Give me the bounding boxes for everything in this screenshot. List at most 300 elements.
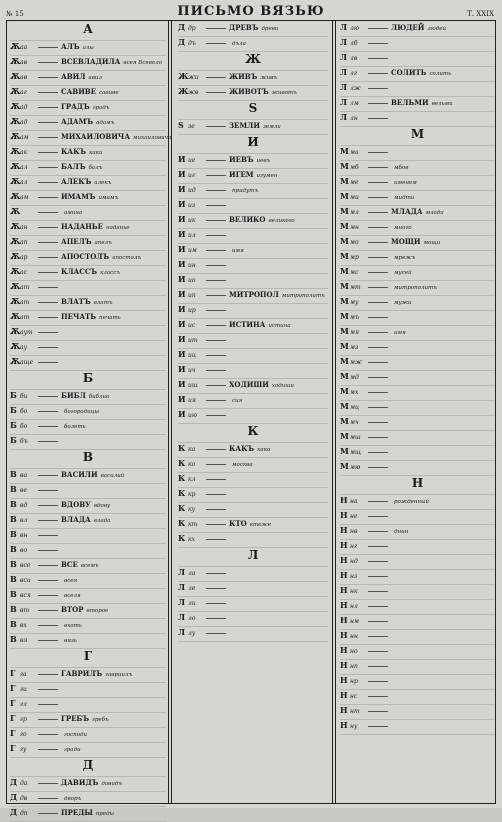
ligature-glyph: Ж: [178, 86, 189, 96]
ligature-row: [10, 405, 166, 420]
rule-line: [206, 524, 226, 525]
ligature-glyph: И: [178, 304, 186, 314]
ligature-glyph: Н: [340, 720, 348, 730]
ligature-row: [340, 326, 495, 341]
ligature-glyph: Г: [10, 698, 16, 708]
ligature-glyph: Ѫ: [10, 341, 21, 351]
ligature-row: [178, 349, 328, 364]
section-letter-heading: Ж: [178, 52, 328, 71]
ligature-row: [340, 630, 495, 645]
rule-line: [368, 437, 388, 438]
ligature-row: [10, 161, 166, 176]
letter-pair-label: нн: [350, 633, 358, 640]
ligature-row: [10, 529, 166, 544]
rule-line: [38, 362, 58, 363]
letter-pair-label: нв: [350, 528, 358, 535]
example-word: АЛЕКЪ: [61, 177, 92, 186]
example-word: ГРАДЪ: [61, 102, 90, 111]
rule-line: [38, 674, 58, 675]
letter-pair-label: вся: [20, 592, 31, 599]
ligature-glyph: М: [340, 221, 349, 231]
rule-line: [206, 340, 226, 341]
rule-line: [368, 726, 388, 727]
ligature-row: [178, 169, 328, 184]
ligature-glyph: И: [178, 214, 186, 224]
rule-line: [368, 58, 388, 59]
letter-pair-label: им: [188, 247, 197, 254]
rule-line: [38, 719, 58, 720]
letter-pair-label: лю: [350, 25, 360, 32]
rule-line: [368, 242, 388, 243]
letter-pair-label: иш: [188, 382, 198, 389]
ligature-row: [10, 341, 166, 356]
ligature-row: [340, 615, 495, 630]
rule-line: [38, 640, 58, 641]
rule-line: [38, 426, 58, 427]
ligature-glyph: К: [178, 503, 186, 513]
ligature-row: [10, 356, 166, 371]
ligature-row: [340, 206, 495, 221]
ligature-glyph: Н: [340, 540, 348, 550]
ligature-glyph: М: [340, 431, 349, 441]
ligature-glyph: М: [340, 416, 349, 426]
transcription: млада: [425, 210, 444, 216]
ligature-row: [178, 86, 328, 101]
example-word: ВТОР: [61, 605, 84, 614]
ligature-row: [178, 334, 328, 349]
example-word: ГРЕБЪ: [61, 714, 90, 723]
ligature-glyph: Н: [340, 645, 348, 655]
ligature-row: [178, 612, 328, 627]
letter-pair-label: вси: [20, 577, 31, 584]
section-letter-heading: И: [178, 135, 328, 154]
letter-pair-label: нг: [350, 543, 357, 550]
ligature-glyph: Г: [10, 743, 16, 753]
rule-line: [38, 257, 58, 258]
ligature-row: [178, 597, 328, 612]
rule-line: [206, 190, 226, 191]
rule-line: [368, 422, 388, 423]
transcription: людей: [427, 26, 447, 32]
letter-pair-label: ве: [20, 487, 28, 494]
rule-line: [38, 302, 58, 303]
ligature-row: [340, 176, 495, 191]
ligature-glyph: И: [178, 169, 186, 179]
rule-line: [206, 603, 226, 604]
ligature-glyph: И: [178, 229, 186, 239]
example-word: АПЕЛЪ: [61, 237, 92, 246]
ligature-glyph: Г: [10, 728, 16, 738]
ligature-row: [340, 311, 495, 326]
rule-line: [38, 107, 58, 108]
letter-pair-label: ин: [188, 262, 196, 269]
ligature-row: [10, 420, 166, 435]
letter-pair-label: мб: [350, 164, 359, 171]
transcription: истина: [268, 323, 291, 329]
ligature-glyph: Л: [178, 597, 186, 607]
letter-pair-label: кт: [188, 521, 198, 528]
rule-line: [368, 501, 388, 502]
transcription: всея: [64, 578, 78, 584]
ligature-glyph: Ѫ: [10, 236, 21, 246]
example-word: ВЕЛЬМИ: [391, 98, 429, 107]
letter-pair-label: ау: [20, 344, 28, 351]
ligature-row: [10, 101, 166, 116]
rule-line: [368, 73, 388, 74]
rule-line: [38, 411, 58, 412]
ligature-row: [178, 120, 328, 135]
ligature-row: [178, 199, 328, 214]
ligature-row: [340, 540, 495, 555]
example-word: ВДОВУ: [61, 500, 91, 509]
rule-line: [206, 250, 226, 251]
ligature-row: [10, 221, 166, 236]
ligature-row: [340, 67, 495, 82]
ligature-glyph: Б: [10, 420, 17, 430]
letter-pair-label: ко: [188, 461, 196, 468]
letter-pair-label: ав: [20, 74, 28, 81]
ligature-glyph: В: [10, 559, 17, 569]
rule-line: [206, 539, 226, 540]
rule-line: [38, 62, 58, 63]
rule-line: [368, 591, 388, 592]
ligature-glyph: К: [178, 473, 186, 483]
ligature-row: [178, 473, 328, 488]
section-letter-heading: К: [178, 424, 328, 443]
rule-line: [38, 227, 58, 228]
letter-pair-label: вх: [20, 622, 27, 629]
ligature-glyph: И: [178, 409, 186, 419]
section-letter-heading: Ѕ: [178, 101, 328, 120]
rule-line: [368, 636, 388, 637]
rule-line: [38, 798, 58, 799]
example-word: МИТРОПОЛ: [229, 290, 279, 299]
rule-line: [368, 576, 388, 577]
ligature-row: [340, 510, 495, 525]
ligature-row: [340, 191, 495, 206]
ligature-glyph: И: [178, 334, 186, 344]
ligature-glyph: Г: [10, 683, 16, 693]
letter-pair-label: ан: [20, 224, 28, 231]
letter-pair-label: ма: [350, 149, 359, 156]
ligature-row: [10, 266, 166, 281]
ligature-row: [178, 244, 328, 259]
rule-line: [38, 610, 58, 611]
transcription: болеть: [64, 424, 86, 430]
example-word: АЛЪ: [61, 42, 80, 51]
rule-line: [206, 355, 226, 356]
transcription: гребъ: [92, 717, 109, 723]
letter-pair-label: вд: [20, 502, 28, 509]
ligature-row: [10, 544, 166, 559]
letter-pair-label: кл: [188, 476, 196, 483]
letter-pair-label: жв: [188, 89, 199, 96]
ligature-row: [10, 634, 166, 649]
example-word: ИГЕМ: [229, 170, 254, 179]
section-letter-heading: М: [340, 127, 495, 146]
rule-line: [368, 103, 388, 104]
rule-line: [368, 182, 388, 183]
rule-line: [368, 227, 388, 228]
ligature-glyph: Д: [178, 37, 186, 47]
ligature-row: [340, 97, 495, 112]
ligature-glyph: К: [178, 443, 186, 453]
ligature-row: [10, 176, 166, 191]
rule-line: [206, 449, 226, 450]
ligature-row: [178, 409, 328, 424]
transcription: древо: [261, 26, 279, 32]
ligature-row: [340, 690, 495, 705]
transcription: придутъ: [232, 188, 259, 194]
ligature-glyph: К: [178, 458, 186, 468]
section-letter-heading: Г: [10, 649, 166, 668]
ligature-row: [340, 645, 495, 660]
example-word: НАДАНЬЕ: [61, 222, 103, 231]
letter-pair-label: жи: [188, 74, 199, 81]
rule-line: [38, 152, 58, 153]
rule-line: [38, 550, 58, 551]
example-word: ЛЮДЕЙ: [391, 23, 425, 32]
ligature-glyph: Л: [178, 582, 186, 592]
letter-pair-label: мз: [350, 344, 359, 351]
rule-line: [38, 212, 58, 213]
rule-line: [38, 441, 58, 442]
example-word: ГАВРИЛЪ: [61, 669, 103, 678]
example-word: СОЛИТЬ: [391, 68, 427, 77]
rule-line: [206, 265, 226, 266]
transcription: солить: [429, 71, 452, 77]
ligature-glyph: Ѫ: [10, 191, 21, 201]
rule-line: [368, 651, 388, 652]
rule-line: [206, 400, 226, 401]
letter-pair-label: мх: [350, 389, 359, 396]
example-word: ЖИВОТЪ: [229, 87, 269, 96]
rule-line: [368, 666, 388, 667]
letter-pair-label: ла: [188, 570, 196, 577]
rule-line: [38, 272, 58, 273]
ligature-glyph: В: [10, 634, 17, 644]
ligature-row: [10, 206, 166, 221]
ligature-row: [10, 777, 166, 792]
letter-pair-label: мя: [350, 329, 359, 336]
transcription: библио: [88, 394, 110, 400]
letter-pair-label: вя: [20, 637, 28, 644]
ligature-row: [10, 683, 166, 698]
rule-line: [206, 220, 226, 221]
ligature-row: [10, 236, 166, 251]
rule-line: [368, 377, 388, 378]
rule-line: [206, 126, 226, 127]
ligature-row: [10, 713, 166, 728]
ligature-row: [10, 499, 166, 514]
rule-line: [206, 295, 226, 296]
rule-line: [38, 92, 58, 93]
letter-pair-label: не: [350, 513, 358, 520]
ligature-glyph: М: [340, 176, 349, 186]
ligature-glyph: М: [340, 206, 349, 216]
transcription: мужи: [394, 300, 412, 306]
ligature-glyph: Н: [340, 525, 348, 535]
transcription: наданье: [105, 225, 130, 231]
transcription: имя: [394, 330, 406, 336]
rule-line: [38, 182, 58, 183]
ligature-row: [10, 589, 166, 604]
example-word: ИМАМЪ: [61, 192, 96, 201]
letter-pair-label: гл: [20, 701, 27, 708]
ligature-glyph: И: [178, 154, 186, 164]
rule-line: [368, 516, 388, 517]
rule-line: [368, 362, 388, 363]
example-word: МЛАДА: [391, 207, 423, 216]
ligature-row: [10, 251, 166, 266]
letter-pair-label: ку: [188, 506, 196, 513]
ligature-glyph: М: [340, 296, 349, 306]
ligature-glyph: Б: [10, 405, 17, 415]
ligature-row: [340, 446, 495, 461]
letter-pair-label: ги: [20, 686, 27, 693]
ligature-glyph: Д: [178, 22, 186, 32]
letter-pair-label: дв: [20, 795, 28, 802]
rule-line: [38, 396, 58, 397]
rule-line: [206, 370, 226, 371]
transcription: михаиловича: [133, 135, 172, 141]
ligature-glyph: В: [10, 514, 17, 524]
rule-line: [368, 531, 388, 532]
letter-pair-label: да: [20, 780, 28, 787]
ligature-row: [10, 131, 172, 146]
transcription: адамъ: [96, 120, 115, 126]
letter-pair-label: нм: [350, 618, 359, 625]
rule-line: [38, 347, 58, 348]
ligature-row: [178, 71, 328, 86]
ligature-glyph: Н: [340, 690, 348, 700]
ligature-glyph: М: [340, 251, 349, 261]
transcription: вдову: [93, 503, 111, 509]
ligature-glyph: Ѫ: [10, 146, 21, 156]
rule-line: [206, 385, 226, 386]
ligature-row: [340, 720, 495, 735]
ligature-glyph: М: [340, 341, 349, 351]
ligature-glyph: В: [10, 499, 17, 509]
letter-pair-label: кх: [188, 536, 195, 543]
transcription: ктоже: [249, 522, 272, 528]
transcription: василий: [100, 473, 125, 479]
transcription: классъ: [100, 270, 121, 276]
rule-line: [206, 325, 226, 326]
ligature-row: [178, 259, 328, 274]
letter-pair-label: ам: [20, 194, 29, 201]
rule-line: [206, 464, 226, 465]
rule-line: [368, 347, 388, 348]
ligature-glyph: Н: [340, 675, 348, 685]
ligature-row: [10, 807, 166, 822]
letter-pair-label: во: [20, 547, 28, 554]
ligature-glyph: Н: [340, 510, 348, 520]
ligature-row: [10, 792, 166, 807]
ligature-row: [340, 431, 495, 446]
ligature-glyph: М: [340, 146, 349, 156]
rule-line: [368, 392, 388, 393]
ligature-row: [10, 116, 166, 131]
transcription: влатъ: [93, 300, 113, 306]
example-word: МОЩИ: [391, 237, 421, 246]
ligature-row: [340, 356, 495, 371]
example-word: КТО: [229, 519, 247, 528]
example-word: ПЕЧАТЬ: [61, 312, 97, 321]
ligature-row: [340, 112, 495, 127]
letter-pair-label: ит: [188, 337, 198, 344]
ligature-row: [340, 495, 495, 510]
ligature-glyph: Ѫ: [10, 101, 21, 111]
ligature-row: [340, 461, 495, 476]
letter-pair-label: др: [188, 25, 196, 32]
ligature-row: [10, 86, 166, 101]
letter-pair-label: мш: [350, 434, 361, 441]
ligature-row: [10, 514, 166, 529]
ligature-row: [340, 161, 495, 176]
transcription: алы: [82, 45, 94, 51]
letter-pair-label: все: [20, 562, 31, 569]
letter-pair-label: гр: [20, 716, 27, 723]
transcription: богородицы: [64, 409, 99, 415]
ligature-row: [178, 567, 328, 582]
example-word: ПРЕДЫ: [61, 808, 93, 817]
ligature-glyph: Н: [340, 705, 348, 715]
ligature-row: [10, 728, 166, 743]
letter-pair-label: лм: [350, 100, 359, 107]
letter-pair-label: ик: [188, 217, 196, 224]
ligature-row: [178, 214, 328, 229]
ligature-row: [178, 533, 328, 548]
transcription: градъ: [92, 105, 110, 111]
ligature-glyph: М: [340, 386, 349, 396]
ligature-glyph: В: [10, 574, 17, 584]
rule-line: [206, 618, 226, 619]
transcription: каки: [89, 150, 103, 156]
letter-pair-label: мц: [350, 404, 360, 411]
page-title: ПИСЬМО ВЯЗЬЮ: [177, 4, 325, 19]
ligature-glyph: Л: [178, 612, 186, 622]
rule-line: [368, 257, 388, 258]
ligature-glyph: М: [340, 326, 349, 336]
ligature-row: [340, 570, 495, 585]
ligature-glyph: Ѫ: [10, 116, 21, 126]
ligature-glyph: К: [178, 533, 186, 543]
rule-line: [368, 43, 388, 44]
transcription: мощи: [423, 240, 441, 246]
transcription: преды: [95, 811, 115, 817]
letter-pair-label: ип: [188, 292, 196, 299]
ligature-row: [10, 698, 166, 713]
letter-pair-label: ап: [20, 239, 28, 246]
ligature-glyph: Н: [340, 570, 348, 580]
transcription: како: [257, 447, 271, 453]
ligature-row: [340, 675, 495, 690]
ligature-row: [10, 469, 166, 484]
ligature-row: [10, 743, 166, 758]
letter-pair-label: ию: [188, 412, 198, 419]
transcription: живъ: [260, 75, 278, 81]
example-word: АВИЛ: [61, 72, 86, 81]
letter-pair-label: ал: [20, 164, 28, 171]
ligature-glyph: Ѫ: [10, 281, 21, 291]
transcription: великого: [268, 218, 295, 224]
ligature-glyph: Д: [10, 777, 18, 787]
ligature-glyph: М: [340, 401, 349, 411]
letter-pair-label: нр: [350, 678, 358, 685]
rule-line: [368, 212, 388, 213]
letter-pair-label: вн: [20, 532, 28, 539]
